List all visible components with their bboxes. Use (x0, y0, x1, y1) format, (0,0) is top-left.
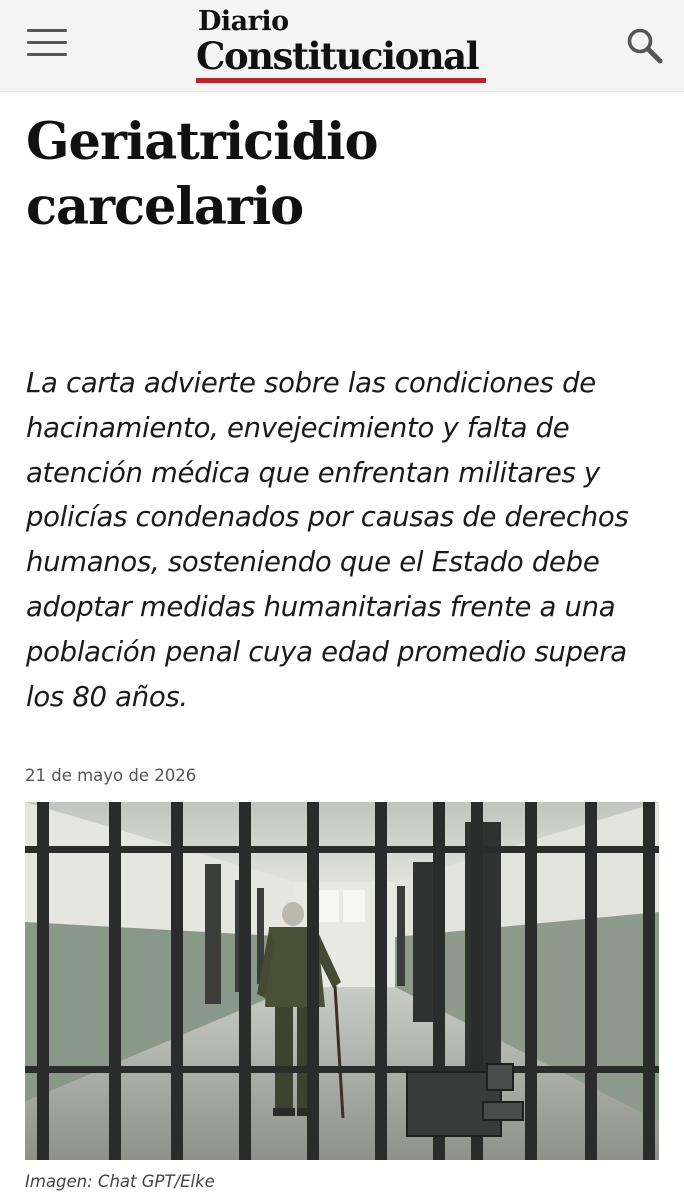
logo-main-text: Constitucional (196, 34, 479, 78)
logo-underline (196, 78, 486, 83)
menu-line (27, 53, 67, 56)
title-line: carcelario (26, 177, 304, 237)
site-logo[interactable] (196, 4, 488, 86)
article-title (26, 110, 656, 240)
hamburger-menu-icon[interactable] (27, 28, 67, 58)
menu-line (27, 29, 67, 32)
menu-line (27, 41, 67, 44)
article-date: 21 de mayo de 2026 (25, 766, 197, 785)
article-summary: La carta advierte sobre las condiciones de hacinamiento, envejecimiento y falta de atención médica que enfrentan militares y policías condenados por causas de derechos humanos, sosteniendo que el Estado debe adoptar medidas humanitarias frente a una población penal cuya edad promedio supera los 80 años. (26, 367, 629, 713)
search-icon[interactable] (626, 27, 664, 65)
image-caption: Imagen: Chat GPT/Elke (25, 1172, 215, 1191)
title-line: Geriatricidio (26, 112, 378, 172)
article-image[interactable] (25, 802, 659, 1160)
site-header (0, 0, 684, 92)
logo-top-text: Diario (198, 6, 289, 37)
